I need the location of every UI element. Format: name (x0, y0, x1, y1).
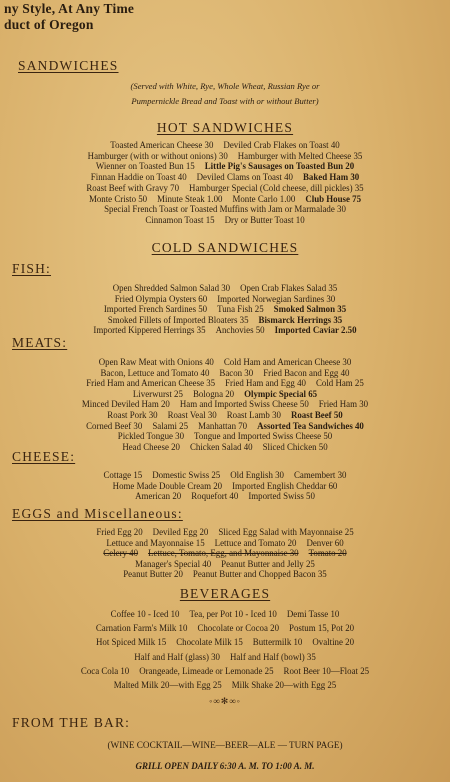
menu-item: Buttermilk 10 (252, 637, 303, 648)
meats-line (0, 368, 450, 378)
menu-item: Hamburger (with or without onions) 30 (87, 150, 228, 161)
eggs-line (0, 559, 450, 569)
menu-item: Roquefort 40 (191, 491, 239, 502)
section-title-cold-sandwiches: COLD SANDWICHES (151, 240, 299, 255)
cheese-line (0, 481, 450, 491)
menu-item: Sliced Egg Salad with Mayonnaise 25 (218, 527, 354, 537)
menu-item: Bismarck Herrings 35 (258, 314, 343, 325)
section-title-from-the-bar: FROM THE BAR: (12, 715, 131, 730)
menu-item: Deviled Egg 20 (152, 527, 209, 537)
menu-item: Deviled Clams on Toast 40 (196, 172, 293, 183)
section-title-sandwiches: SANDWICHES (18, 58, 119, 73)
menu-item: Peanut Butter and Chopped Bacon 35 (192, 569, 327, 580)
hot-line (0, 215, 450, 225)
menu-item: Monte Cristo 50 (88, 193, 148, 204)
menu-item: Imported English Cheddar 60 (232, 480, 338, 491)
menu-item: Malted Milk 20—with Egg 25 (113, 680, 222, 690)
menu-item: Imported Kippered Herrings 35 (93, 325, 206, 335)
eggs-line (0, 569, 450, 579)
menu-item: Hamburger Special (Cold cheese, dill pickles) 35 (189, 182, 364, 193)
menu-item: Lettuce and Mayonnaise 15 (106, 537, 205, 548)
menu-item: Imported Norwegian Sardines 30 (217, 293, 336, 304)
menu-item: American 20 (135, 491, 182, 502)
menu-item: Smoked Salmon 35 (273, 304, 347, 314)
menu-item: Camembert 30 (294, 470, 347, 480)
eggs-line (0, 548, 450, 558)
menu-item: Salami 25 (152, 420, 189, 431)
menu-item: Fried Olympia Oysters 60 (114, 293, 208, 304)
hot-line (0, 161, 450, 171)
meats-line (0, 389, 450, 399)
menu-item: Finnan Haddie on Toast 40 (90, 172, 187, 183)
cheese-line (0, 491, 450, 501)
menu-item: Corned Beef 30 (86, 420, 143, 431)
menu-item: Open Crab Flakes Salad 35 (240, 283, 338, 293)
menu-item: Tongue and Imported Swiss Cheese 50 (194, 431, 333, 442)
menu-item: Coca Cola 10 (80, 665, 130, 676)
meats-line (0, 378, 450, 388)
header-line-2: duct of Oregon (4, 17, 94, 32)
section-title-beverages: BEVERAGES (179, 586, 271, 601)
hot-line (0, 140, 450, 150)
menu-item: Chocolate or Cocoa 20 (197, 623, 280, 634)
fish-line (0, 315, 450, 325)
menu-item: Tomato 20 (308, 548, 347, 559)
menu-item: Baked Ham 30 (302, 172, 360, 183)
menu-item: Fried Ham and American Cheese 35 (86, 378, 216, 389)
menu-item: Tea, per Pot 10 - Iced 10 (189, 609, 277, 619)
menu-item: Special French Toast or Toasted Muffins with Jam or Marmalade 30 (104, 204, 346, 215)
beverages-line (0, 666, 450, 676)
menu-item: Monte Carlo 1.00 (232, 193, 296, 204)
menu-item: Orangeade, Limeade or Lemonade 25 (139, 665, 274, 676)
menu-item: Celery 40 (103, 548, 139, 559)
menu-item: Carnation Farm's Milk 10 (95, 623, 188, 634)
menu-item: Cinnamon Toast 15 (145, 214, 215, 225)
menu-item: Bacon, Lettuce and Tomato 40 (100, 367, 210, 378)
menu-item: Imported Swiss 50 (248, 491, 315, 502)
menu-item: Dry or Butter Toast 10 (224, 214, 305, 225)
section-title-eggs: EGGS and Miscellaneous: (12, 506, 183, 521)
menu-item: Chicken Salad 40 (189, 441, 253, 452)
menu-item: Manhattan 70 (198, 420, 248, 431)
menu-item: Smoked Fillets of Imported Bloaters 35 (107, 314, 249, 325)
menu-item: Fried Egg 20 (96, 527, 143, 537)
menu-item: Head Cheese 20 (122, 441, 180, 452)
menu-item: Wienner on Toasted Bun 15 (95, 161, 195, 172)
grill-hours: GRILL OPEN DAILY 6:30 A. M. TO 1:00 A. M. (135, 761, 315, 771)
fish-line (0, 304, 450, 314)
menu-item: Home Made Double Cream 20 (112, 480, 223, 491)
menu-item: Denver 60 (306, 537, 344, 548)
fish-line (0, 294, 450, 304)
menu-item: Olympic Special 65 (244, 388, 318, 399)
menu-item: Milk Shake 20—with Egg 25 (231, 680, 337, 690)
menu-item: Demi Tasse 10 (286, 609, 340, 619)
beverages-line (0, 637, 450, 647)
menu-item: Domestic Swiss 25 (152, 470, 221, 480)
beverages-line (0, 652, 450, 662)
menu-item: Peanut Butter 20 (123, 569, 183, 580)
ornament-divider: ◦∞✻∞◦ (209, 696, 241, 706)
menu-item: Little Pig's Sausages on Toasted Bun 20 (204, 161, 355, 172)
beverages-line (0, 609, 450, 619)
menu-item: Liverwurst 25 (132, 388, 183, 399)
menu-item: Old English 30 (230, 470, 284, 480)
hot-line (0, 183, 450, 193)
menu-item: Minute Steak 1.00 (157, 193, 223, 204)
menu-item: Tuna Fish 25 (217, 304, 264, 314)
meats-line (0, 399, 450, 409)
menu-item: Open Shredded Salmon Salad 30 (112, 283, 231, 293)
sandwiches-note-1: (Served with White, Rye, Whole Wheat, Russian Rye or (130, 81, 320, 91)
menu-item: Bacon 30 (219, 367, 254, 378)
section-title-fish: FISH: (12, 261, 52, 276)
cheese-line (0, 470, 450, 480)
menu-item: Hot Spiced Milk 15 (95, 637, 167, 648)
menu-item: Ham and Imported Swiss Cheese 50 (179, 399, 309, 410)
hot-line (0, 204, 450, 214)
hot-line (0, 151, 450, 161)
hot-line (0, 194, 450, 204)
menu-item: Root Beer 10—Float 25 (283, 665, 370, 676)
eggs-line (0, 527, 450, 537)
section-title-hot-sandwiches: HOT SANDWICHES (156, 120, 294, 135)
meats-line (0, 431, 450, 441)
menu-item: Postum 15, Pot 20 (289, 623, 355, 634)
menu-item: Assorted Tea Sandwiches 40 (257, 420, 364, 431)
meats-line (0, 357, 450, 367)
menu-item: Minced Deviled Ham 20 (81, 399, 170, 410)
meats-line (0, 410, 450, 420)
menu-item: Toasted American Cheese 30 (110, 140, 214, 150)
menu-item: Cold Ham and American Cheese 30 (223, 357, 352, 367)
menu-item: Manager's Special 40 (135, 558, 212, 569)
menu-item: Roast Veal 30 (167, 410, 217, 420)
menu-item: Anchovies 50 (215, 325, 265, 335)
menu-item: Coffee 10 - Iced 10 (110, 609, 180, 619)
beverages-line (0, 680, 450, 690)
menu-item: Lettuce and Tomato 20 (214, 537, 297, 548)
hot-line (0, 172, 450, 182)
menu-item: Club House 75 (305, 193, 362, 204)
menu-item: Pickled Tongue 30 (117, 431, 185, 442)
menu-item: Open Raw Meat with Onions 40 (98, 357, 214, 367)
header-line-1: ny Style, At Any Time (4, 1, 135, 16)
beverages-line (0, 623, 450, 633)
menu-item: Fried Ham 30 (318, 399, 369, 410)
section-title-meats: MEATS: (12, 335, 68, 350)
menu-item: Bologna 20 (192, 388, 235, 399)
meats-line (0, 421, 450, 431)
menu-item: Roast Pork 30 (107, 410, 158, 420)
fish-line (0, 283, 450, 293)
bar-line: (WINE COCKTAIL—WINE—BEER—ALE — TURN PAGE) (107, 740, 343, 750)
menu-item: Cottage 15 (103, 470, 143, 480)
menu-item: Imported French Sardines 50 (103, 304, 208, 314)
menu-item: Lettuce, Tomato, Egg, and Mayonnaise 30 (148, 548, 299, 559)
menu-item: Peanut Butter and Jelly 25 (221, 558, 315, 569)
menu-item: Roast Beef with Gravy 70 (86, 182, 180, 193)
eggs-line (0, 538, 450, 548)
menu-item: Fried Ham and Egg 40 (225, 378, 306, 389)
menu-item: Sliced Chicken 50 (262, 441, 328, 452)
menu-item: Cold Ham 25 (315, 378, 364, 389)
menu-item: Chocolate Milk 15 (176, 637, 243, 648)
menu-item: Deviled Crab Flakes on Toast 40 (223, 140, 340, 150)
fish-line (0, 325, 450, 335)
menu-item: Hamburger with Melted Cheese 35 (237, 150, 363, 161)
menu-item: Ovaltine 20 (312, 637, 355, 648)
sandwiches-note-2: Pumpernickle Bread and Toast with or without Butter) (131, 96, 319, 106)
menu-item: Half and Half (glass) 30 (134, 651, 220, 662)
menu-item: Roast Lamb 30 (226, 410, 281, 420)
menu-item: Half and Half (bowl) 35 (230, 651, 316, 662)
section-title-cheese: CHEESE: (12, 449, 76, 464)
menu-item: Fried Bacon and Egg 40 (263, 367, 350, 378)
menu-item: Imported Caviar 2.50 (274, 325, 357, 335)
menu-item: Roast Beef 50 (290, 410, 343, 420)
